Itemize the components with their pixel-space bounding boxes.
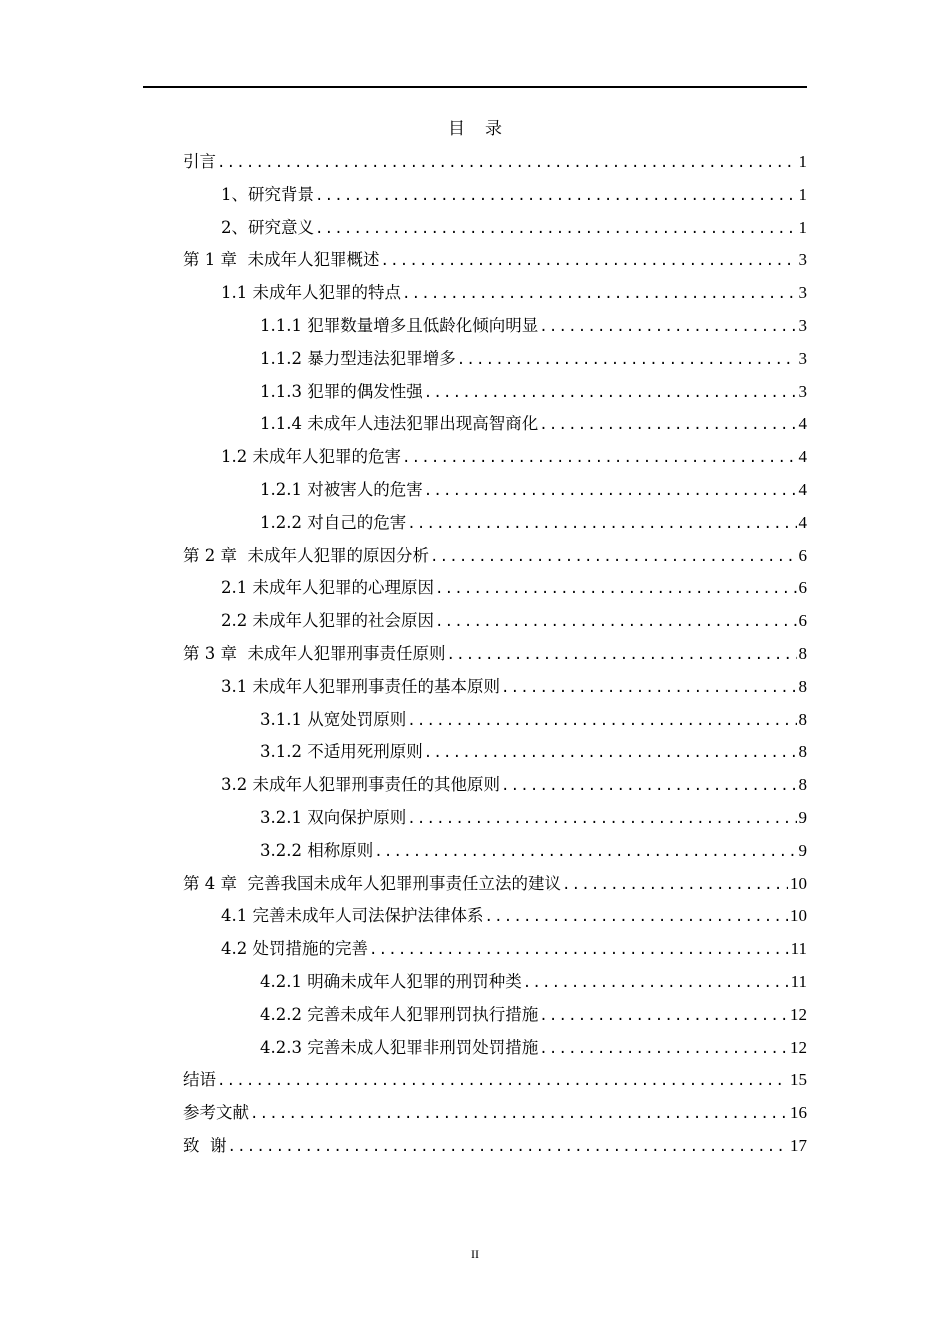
dot-leader	[523, 967, 789, 999]
toc-entry-title: 致 谢	[183, 1135, 227, 1155]
dot-leader	[424, 475, 797, 507]
toc-entry-title: 第 4 章 完善我国未成年人犯罪刑事责任立法的建议	[183, 873, 561, 893]
toc-entry-title: 2.2 未成年人犯罪的社会原因	[221, 611, 434, 631]
toc-entry[interactable]	[183, 704, 807, 737]
toc-entry[interactable]	[183, 376, 807, 409]
dot-leader	[539, 409, 796, 441]
toc-entry-page: 10	[790, 906, 807, 926]
toc-entry-title: 2.1 未成年人犯罪的心理原因	[221, 578, 434, 598]
dot-leader	[315, 180, 797, 212]
toc-entry-page: 8	[798, 676, 807, 696]
toc-entry[interactable]	[183, 1130, 807, 1163]
toc-entry-page: 9	[798, 840, 807, 860]
toc-entry[interactable]	[183, 1097, 807, 1130]
toc-entry[interactable]	[183, 343, 807, 376]
toc-entry-title: 1.2 未成年人犯罪的危害	[221, 447, 401, 467]
dot-leader	[446, 639, 796, 671]
toc-entry[interactable]	[183, 605, 807, 638]
toc-entry[interactable]	[183, 1064, 807, 1097]
dot-leader	[402, 278, 797, 310]
dot-leader	[435, 573, 797, 605]
dot-leader	[430, 541, 797, 573]
toc-entry-page: 15	[790, 1070, 807, 1090]
dot-leader	[407, 705, 796, 737]
toc-entry-title: 1.2.1 对被害人的危害	[260, 479, 423, 499]
toc-entry-title: 1.1.2 暴力型违法犯罪增多	[260, 348, 456, 368]
dot-leader	[562, 869, 788, 901]
toc-entry[interactable]	[183, 769, 807, 802]
toc-entry[interactable]	[183, 572, 807, 605]
dot-leader	[217, 147, 797, 179]
dot-leader	[485, 901, 789, 933]
toc-entry-page: 17	[790, 1135, 807, 1155]
dot-leader	[250, 1098, 788, 1130]
dot-leader	[407, 508, 796, 540]
toc-entry-title: 参考文献	[183, 1103, 249, 1123]
toc-entry[interactable]	[183, 212, 807, 245]
toc-entry[interactable]	[183, 146, 807, 179]
dot-leader	[435, 606, 797, 638]
toc-entry[interactable]	[183, 966, 807, 999]
dot-leader	[315, 213, 797, 245]
toc-entry-title: 3.1.1 从宽处罚原则	[260, 709, 407, 729]
toc-entry[interactable]	[183, 736, 807, 769]
toc-entry-page: 9	[798, 807, 807, 827]
toc-entry-title: 3.2 未成年人犯罪刑事责任的其他原则	[221, 775, 500, 795]
toc-entry-page: 11	[790, 971, 807, 991]
toc-entry-title: 引言	[183, 152, 216, 171]
dot-leader	[228, 1131, 789, 1163]
toc-entry-title: 4.1 完善未成年人司法保护法律体系	[221, 906, 484, 926]
toc-entry-title: 1.1.1 犯罪数量增多且低龄化倾向明显	[260, 315, 539, 335]
dot-leader	[501, 672, 797, 704]
toc-entry-title: 1.1.3 犯罪的偶发性强	[260, 381, 423, 401]
dot-leader	[457, 344, 797, 376]
dot-leader	[402, 442, 797, 474]
dot-leader	[374, 836, 796, 868]
dot-leader	[369, 934, 789, 966]
toc-entry[interactable]	[183, 802, 807, 835]
toc-entry-page: 4	[798, 479, 807, 499]
toc-entry-page: 12	[790, 1037, 807, 1057]
toc-entry[interactable]	[183, 408, 807, 441]
toc-entry-page: 8	[798, 775, 807, 795]
toc-entry-page: 10	[790, 873, 807, 893]
toc-entry-title: 4.2.1 明确未成年人犯罪的刑罚种类	[260, 971, 522, 991]
toc-entry-page: 12	[790, 1004, 807, 1024]
toc-entry-page: 11	[790, 939, 807, 959]
toc-entry[interactable]	[183, 900, 807, 933]
toc-entry-title: 1.1.4 未成年人违法犯罪出现高智商化	[260, 414, 539, 434]
toc-entry-title: 4.2.3 完善未成人犯罪非刑罚处罚措施	[260, 1037, 539, 1057]
dot-leader	[539, 1033, 788, 1065]
toc-entry-page: 8	[798, 643, 807, 663]
table-of-contents	[183, 146, 807, 1163]
dot-leader	[407, 803, 796, 835]
toc-entry-page: 1	[798, 217, 807, 237]
toc-entry-page: 1	[798, 184, 807, 204]
toc-entry-page: 8	[798, 742, 807, 762]
toc-entry[interactable]	[183, 277, 807, 310]
toc-entry[interactable]	[183, 671, 807, 704]
dot-leader	[539, 1000, 788, 1032]
dot-leader	[217, 1065, 788, 1097]
toc-entry[interactable]	[183, 540, 807, 573]
toc-entry-page: 6	[798, 545, 807, 565]
toc-entry[interactable]	[183, 999, 807, 1032]
toc-entry[interactable]	[183, 933, 807, 966]
toc-entry-page: 4	[798, 414, 807, 434]
toc-entry[interactable]	[183, 179, 807, 212]
toc-entry-page: 3	[798, 381, 807, 401]
toc-title: 目录	[448, 119, 522, 139]
toc-entry-title: 3.1.2 不适用死刑原则	[260, 742, 423, 762]
toc-entry[interactable]	[183, 441, 807, 474]
header-rule	[143, 86, 807, 88]
toc-entry-page: 3	[798, 315, 807, 335]
toc-entry-title: 1、研究背景	[221, 184, 314, 204]
toc-entry-title: 1.2.2 对自己的危害	[260, 512, 407, 532]
toc-entry-page: 3	[798, 250, 807, 270]
toc-entry-title: 3.2.2 相称原则	[260, 840, 374, 860]
toc-entry[interactable]	[183, 244, 807, 277]
dot-leader	[380, 245, 796, 277]
toc-entry-page: 8	[798, 709, 807, 729]
toc-entry-title: 3.1 未成年人犯罪刑事责任的基本原则	[221, 676, 500, 696]
toc-entry-page: 1	[798, 152, 807, 171]
dot-leader	[424, 377, 797, 409]
dot-leader	[501, 770, 797, 802]
dot-leader	[539, 311, 796, 343]
toc-entry[interactable]	[183, 835, 807, 868]
toc-entry-title: 4.2 处罚措施的完善	[221, 939, 368, 959]
toc-entry-title: 3.2.1 双向保护原则	[260, 807, 407, 827]
toc-entry[interactable]	[183, 507, 807, 540]
toc-entry-page: 4	[798, 512, 807, 532]
toc-entry-page: 3	[798, 348, 807, 368]
toc-entry-page: 6	[798, 578, 807, 598]
toc-entry-page: 16	[790, 1103, 807, 1123]
toc-entry-title: 第 3 章 未成年人犯罪刑事责任原则	[183, 643, 446, 663]
toc-entry-title: 1.1 未成年人犯罪的特点	[221, 283, 401, 303]
toc-entry-title: 2、研究意义	[221, 217, 314, 237]
page-number: II	[471, 1247, 479, 1261]
toc-entry-page: 6	[798, 611, 807, 631]
toc-entry[interactable]	[183, 310, 807, 343]
toc-entry[interactable]	[183, 1032, 807, 1065]
toc-entry-title: 第 2 章 未成年人犯罪的原因分析	[183, 545, 429, 565]
toc-entry-title: 第 1 章 未成年人犯罪概述	[183, 250, 380, 270]
toc-entry-page: 3	[798, 283, 807, 303]
toc-entry-page: 4	[798, 447, 807, 467]
toc-entry[interactable]	[183, 638, 807, 671]
toc-entry-title: 4.2.2 完善未成年人犯罪刑罚执行措施	[260, 1004, 539, 1024]
toc-entry[interactable]	[183, 474, 807, 507]
toc-entry-title: 结语	[183, 1070, 216, 1090]
dot-leader	[424, 737, 797, 769]
toc-entry[interactable]	[183, 868, 807, 901]
